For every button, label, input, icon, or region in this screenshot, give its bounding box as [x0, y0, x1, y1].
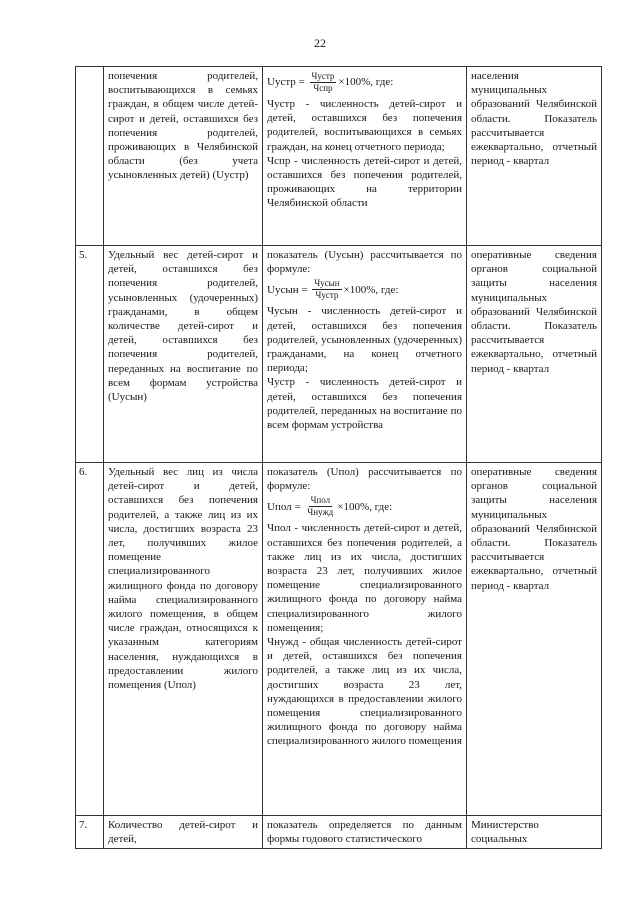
definition: Чустр - численность детей-сирот и детей, оставшихся без попечения родителей, воспитывающихся в семьях граждан, на конец отчетного периода;: [267, 98, 462, 153]
row-number: 7.: [76, 816, 104, 849]
data-source: оперативные сведения органов социальной защиты населения муниципальных образований Челябинской области. Показатель рассчитывается ежеквартально, отчетный период - квартал: [467, 246, 602, 463]
indicator-name: Удельный вес лиц из числа детей-сирот и детей, оставшихся без попечения родителей, а также лиц из их числа, достигших возраста 23 лет, получивших жилое помещение специализированного жилищного фонда по договору найма специализированного жилого помещения, в общем числе граждан, относящихся к указанным категориям населения, нуждающихся в предоставлении жилого помещения (Uпол): [104, 463, 263, 816]
table-row: [76, 67, 602, 246]
formula-lhs: Uусын: [267, 283, 299, 296]
formula-numerator: Чусын: [314, 278, 340, 289]
page-number: 22: [314, 36, 326, 50]
indicator-name: попечения родителей, воспитывающихся в семьях граждан, в общем числе детей-сирот и детей, оставшихся без попечения родителей, проживающих в Челябинской области (без учета усыновленных детей) (Uустр): [104, 67, 263, 246]
formula-tail: ×100%, где:: [343, 283, 399, 296]
formula-lhs: Uустр: [267, 76, 296, 89]
definition: Чустр - численность детей-сирот и детей, оставшихся без попечения родителей, переданных на воспитание по всем формам устройства: [267, 376, 462, 432]
formula-denominator: Чнужд: [307, 507, 334, 518]
formula: Uустр = $\frac{\text{Чустр}}{\text{Чспр}}$ ×100%, где:: [267, 71, 394, 93]
definition: Чпол - численность детей-сирот и детей, оставшихся без попечения родителей, а также лиц из их числа, достигших возраста 23 лет, получивших жилое помещение специализированного жилищного фонда по договору найма специализированного жилого помещения;: [267, 522, 462, 634]
indicators-table: [75, 66, 602, 849]
table-row: [76, 463, 602, 816]
formula-cell: [263, 816, 467, 849]
formula: Uусын = $\frac{\text{Чусын}}{\text{Чустр}}$ ×100%, где:: [267, 278, 399, 301]
formula-intro: показатель (Uусын) рассчитывается по формуле:: [267, 249, 462, 276]
formula-intro: показатель определяется по данным формы годового статистического: [267, 819, 462, 846]
formula-cell: [263, 67, 467, 246]
formula-tail: ×100%, где:: [337, 500, 393, 513]
indicator-name: Количество детей-сирот и детей,: [104, 816, 263, 849]
formula-intro: показатель (Uпол) рассчитывается по формуле:: [267, 466, 462, 493]
table-row: [76, 246, 602, 463]
formula-denominator: Чустр: [315, 290, 339, 301]
formula-fraction: [310, 71, 337, 94]
formula-fraction: [312, 278, 341, 301]
definition: Чспр - численность детей-сирот и детей, оставшихся без попечения родителей, проживающих на территории Челябинской области: [267, 154, 462, 210]
formula-numerator: Чустр: [311, 71, 335, 81]
data-source: населения муниципальных образований Челябинской области. Показатель рассчитывается ежеквартально, отчетный период - квартал: [467, 67, 602, 246]
data-source: оперативные сведения органов социальной защиты населения муниципальных образований Челябинской области. Показатель рассчитывается ежеквартально, отчетный период - квартал: [467, 463, 602, 816]
definition: Чусын - численность детей-сирот и детей, оставшихся без попечения родителей, усыновленных (удочеренных) гражданами, на конец отчетного периода;: [267, 305, 462, 375]
row-number: [76, 67, 104, 246]
table-row: [76, 816, 602, 849]
formula-tail: ×100%, где:: [338, 76, 394, 89]
formula-cell: [263, 463, 467, 816]
data-source: Министерство социальных: [467, 816, 602, 849]
definition: Чнужд - общая численность детей-сирот и детей, оставшихся без попечения родителей, а также лиц из их числа, достигших возраста 23 лет, нуждающихся в предоставлении жилого помещения специализированного жилищного фонда по договору найма специализированного жилого помещения: [267, 636, 462, 748]
formula-cell: [263, 246, 467, 463]
formula-fraction: [305, 495, 335, 518]
formula: Uпол = $\frac{\text{Чпол}}{\text{Чнужд}}$ ×100%, где:: [267, 495, 393, 518]
row-number: 5.: [76, 246, 104, 463]
indicator-name: Удельный вес детей-сирот и детей, оставшихся без попечения родителей, усыновленных (удочеренных) гражданами, в общем количестве детей-сирот и детей, оставшихся без попечения родителей, переданных на воспитание по всем формам устройства (Uусын): [104, 246, 263, 463]
formula-numerator: Чпол: [310, 495, 331, 506]
row-number: 6.: [76, 463, 104, 816]
formula-lhs: Uпол: [267, 500, 292, 513]
formula-denominator: Чспр: [313, 83, 333, 93]
